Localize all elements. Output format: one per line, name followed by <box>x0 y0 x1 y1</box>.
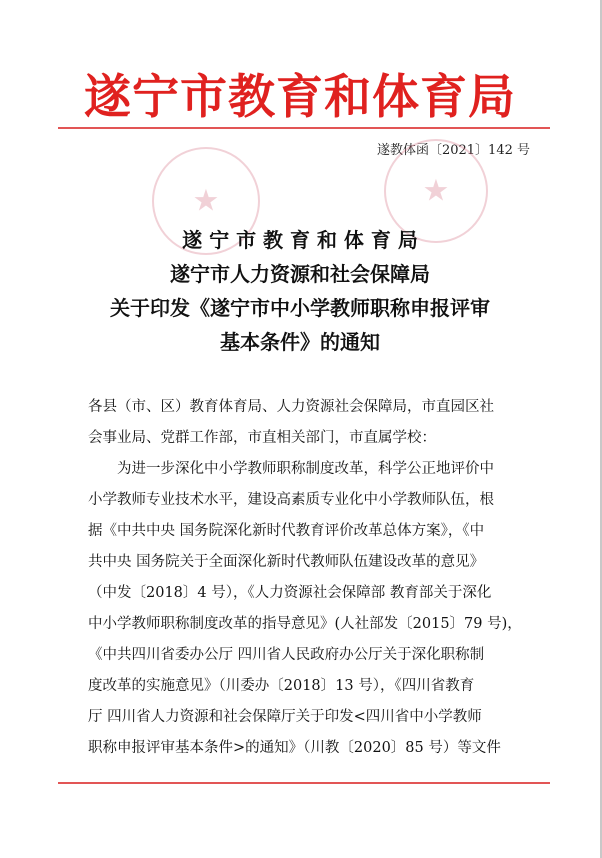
title-line-4: 基本条件》的通知 <box>220 330 380 354</box>
paragraph-line: 《中共四川省委办公厅 四川省人民政府办公厅关于深化职称制 <box>88 647 485 663</box>
header-red-rule <box>58 127 550 129</box>
masthead-organization: 遂宁市教育和体育局 <box>84 70 516 125</box>
paragraph-line: 职称申报评审基本条件>的通知》（川教〔2020〕85 号）等文件 <box>88 740 501 756</box>
addressee-line: 会事业局、党群工作部，市直相关部门，市直属学校： <box>88 430 436 446</box>
paragraph-line: 度改革的实施意见》（川委办〔2018〕13 号），《四川省教育 <box>88 678 475 694</box>
paragraph-line: 小学教师专业技术水平，建设高素质专业化中小学教师队伍，根 <box>88 492 494 508</box>
seal-star-icon: ★ <box>422 173 450 209</box>
paragraph-line: 为进一步深化中小学教师职称制度改革，科学公正地评价中 <box>117 461 494 477</box>
addressee-block <box>88 392 548 454</box>
paragraph-line: （中发〔2018〕4 号），《人力资源社会保障部 教育部关于深化 <box>88 585 492 601</box>
title-line-2: 遂宁市人力资源和社会保障局 <box>170 262 430 286</box>
paragraph-line: 厅 四川省人力资源和社会保障厅关于印发<四川省中小学教师 <box>88 709 482 725</box>
title-line-1: 遂 宁 市 教 育 和 体 育 局 <box>182 228 418 252</box>
paragraph-line: 共中央 国务院关于全面深化新时代教师队伍建设改革的意见》 <box>88 554 485 570</box>
body-paragraph <box>88 454 548 764</box>
addressee-line: 各县（市、区）教育体育局、人力资源社会保障局，市直园区社 <box>88 399 494 415</box>
paragraph-line: 中小学教师职称制度改革的指导意见》(人社部发〔2015〕79 号)， <box>88 616 522 632</box>
document-number: 遂教体函〔2021〕142 号 <box>376 143 530 158</box>
seal-star-icon: ★ <box>192 183 220 219</box>
footer-red-rule <box>58 782 550 784</box>
paragraph-line: 据《中共中央 国务院深化新时代教育评价改革总体方案》，《中 <box>88 523 485 539</box>
title-line-3: 关于印发《遂宁市中小学教师职称申报评审 <box>110 296 490 320</box>
